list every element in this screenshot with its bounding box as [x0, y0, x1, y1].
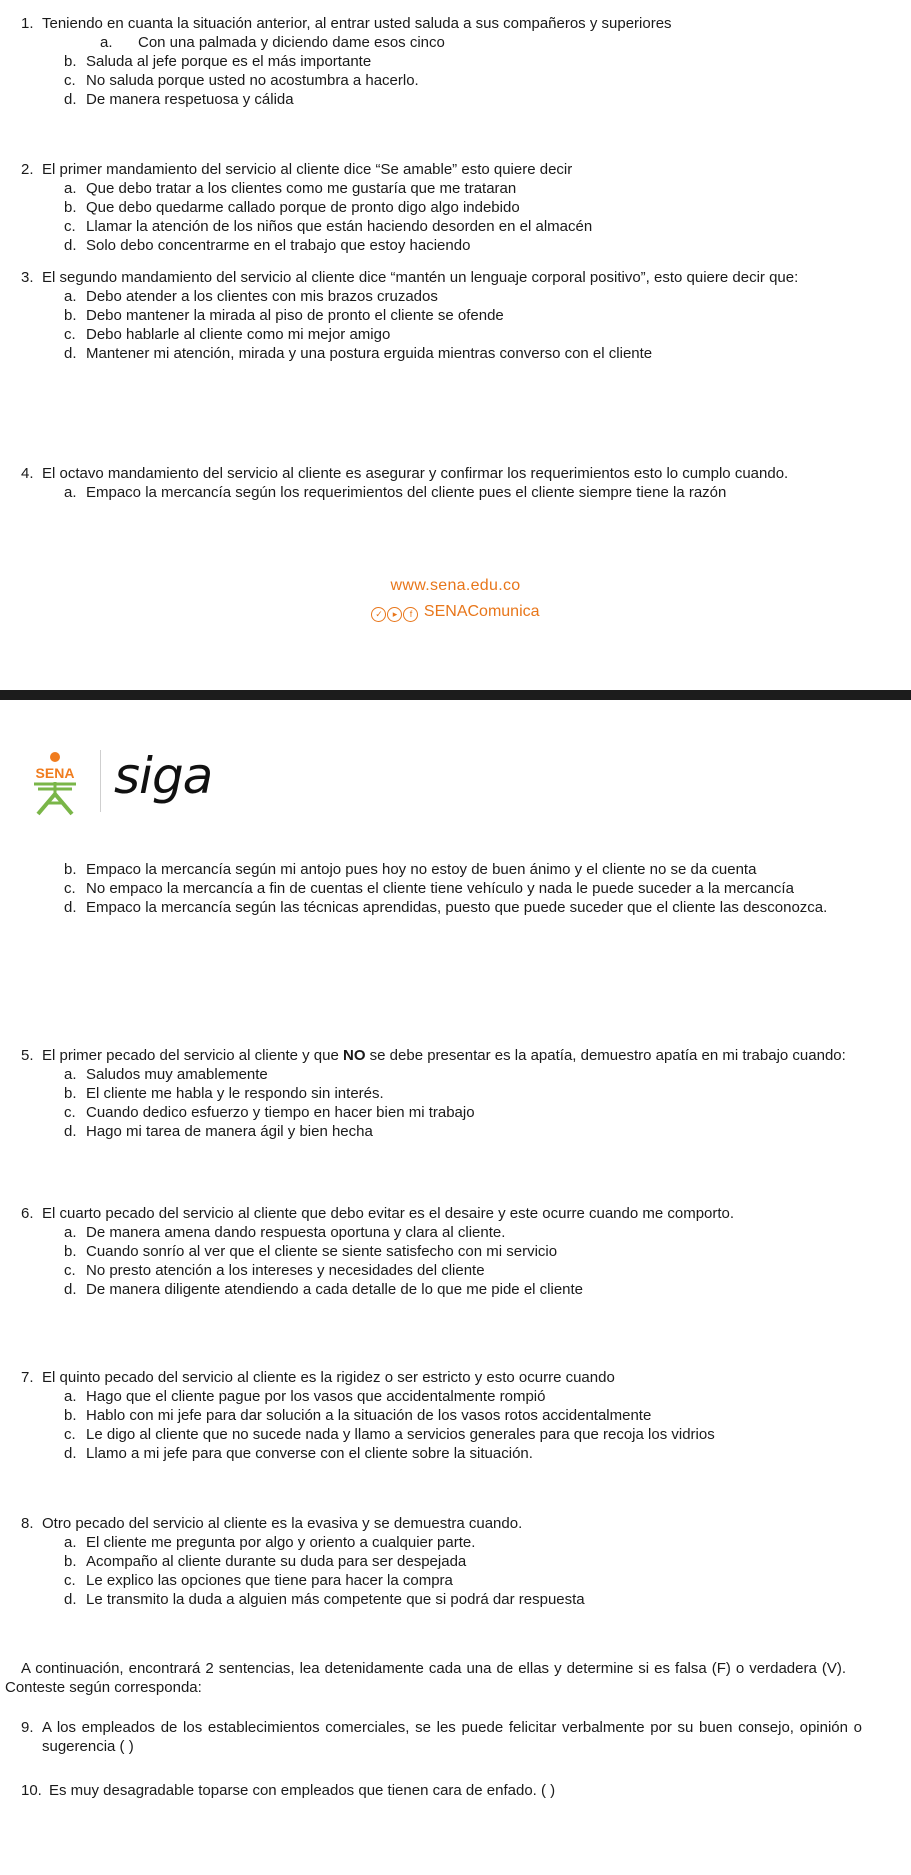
option-c: c. No saluda porque usted no acostumbra a hacerlo. — [64, 72, 419, 89]
option-b: b. Empaco la mercancía según mi antojo pues hoy no estoy de buen ánimo y el cliente no se da cuenta — [64, 861, 757, 878]
twitter-icon: ✓ — [371, 607, 386, 622]
option-c: c. Debo hablarle al cliente como mi mejor amigo — [64, 326, 391, 343]
option-c: c. Le explico las opciones que tiene para hacer la compra — [64, 1572, 453, 1589]
option-b: b. Saluda al jefe porque es el más importante — [64, 53, 372, 70]
question-4-continued — [0, 860, 911, 917]
logo-text: SENA — [35, 765, 75, 781]
footer-url[interactable]: www.sena.edu.co — [390, 577, 521, 594]
question-number: 2. — [21, 161, 34, 178]
question-4 — [0, 464, 911, 502]
facebook-icon: f — [403, 607, 418, 622]
question-number: 5. — [21, 1047, 34, 1064]
option-a: a. Debo atender a los clientes con mis brazos cruzados — [64, 288, 438, 305]
option-a: a. Empaco la mercancía según los requerimientos del cliente pues el cliente siempre tiene la razón — [64, 484, 727, 501]
social-handle: SENAComunica — [423, 603, 540, 620]
question-9 — [0, 1718, 911, 1756]
question-text: Teniendo en cuanta la situación anterior, al entrar usted saluda a sus compañeros y superiores — [42, 15, 672, 32]
question-1 — [0, 14, 911, 109]
option-a: a. Hago que el cliente pague por los vasos que accidentalmente rompió — [64, 1388, 546, 1405]
question-3 — [0, 268, 911, 363]
option-a: a. De manera amena dando respuesta oportuna y clara al cliente. — [64, 1224, 506, 1241]
question-text: El cuarto pecado del servicio al cliente que debo evitar es el desaire y este ocurre cuando me comporto. — [42, 1205, 735, 1222]
option-a: a. Con una palmada y diciendo dame esos cinco — [100, 34, 445, 51]
question-text: Otro pecado del servicio al cliente es la evasiva y se demuestra cuando. — [42, 1515, 523, 1532]
option-c: c. Cuando dedico esfuerzo y tiempo en hacer bien mi trabajo — [64, 1104, 475, 1121]
question-text: Es muy desagradable toparse con empleados que tienen cara de enfado. ( ) — [49, 1782, 556, 1799]
option-d: d. Solo debo concentrarme en el trabajo que estoy haciendo — [64, 237, 471, 254]
question-number: 9. — [21, 1719, 34, 1736]
sena-logo-icon — [20, 748, 90, 818]
question-number: 3. — [21, 269, 34, 286]
option-a: a. Que debo tratar a los clientes como me gustaría que me trataran — [64, 180, 517, 197]
option-d: d. De manera diligente atendiendo a cada detalle de lo que me pide el cliente — [64, 1281, 584, 1298]
question-number: 8. — [21, 1515, 34, 1532]
option-c: c. No presto atención a los intereses y necesidades del cliente — [64, 1262, 485, 1279]
question-10 — [0, 1781, 911, 1800]
question-6 — [0, 1204, 911, 1299]
page-divider — [0, 690, 911, 700]
option-d: d. Hago mi tarea de manera ágil y bien hecha — [64, 1123, 373, 1140]
question-text: A los empleados de los establecimientos comerciales, se les puede felicitar verbalmente por su buen consejo, opinión o sugerencia ( ) — [42, 1719, 862, 1755]
option-b: b. Debo mantener la mirada al piso de pronto el cliente se ofende — [64, 307, 504, 324]
option-b: b. El cliente me habla y le respondo sin interés. — [64, 1085, 384, 1102]
option-b: b. Hablo con mi jefe para dar solución a la situación de los vasos rotos accidentalmente — [64, 1407, 652, 1424]
option-a: a. Saludos muy amablemente — [64, 1066, 268, 1083]
question-text: El quinto pecado del servicio al cliente es la rigidez o ser estricto y esto ocurre cuando — [42, 1369, 615, 1386]
question-number: 10. — [21, 1782, 42, 1799]
brand-title: siga — [114, 747, 213, 805]
option-d: d. Llamo a mi jefe para que converse con el cliente sobre la situación. — [64, 1445, 533, 1462]
option-c: c. No empaco la mercancía a fin de cuentas el cliente tiene vehículo y nada le puede suceder a la mercancía — [64, 880, 794, 897]
option-d: d. Le transmito la duda a alguien más competente que si podrá dar respuesta — [64, 1591, 585, 1608]
option-b: b. Acompaño al cliente durante su duda para ser despejada — [64, 1553, 467, 1570]
option-c: c. Llamar la atención de los niños que están haciendo desorden en el almacén — [64, 218, 593, 235]
option-c: c. Le digo al cliente que no sucede nada y llamo a servicios generales para que recoja los vidrios — [64, 1426, 715, 1443]
option-a: a. El cliente me pregunta por algo y oriento a cualquier parte. — [64, 1534, 476, 1551]
question-text: El octavo mandamiento del servicio al cliente es asegurar y confirmar los requerimientos esto lo cumplo cuando. — [42, 465, 789, 482]
footer-social — [0, 602, 911, 622]
option-d: d. De manera respetuosa y cálida — [64, 91, 294, 108]
question-number: 7. — [21, 1369, 34, 1386]
question-7 — [0, 1368, 911, 1463]
question-text: El segundo mandamiento del servicio al cliente dice “mantén un lenguaje corporal positivo”, esto quiere decir que: — [42, 269, 799, 286]
option-b: b. Cuando sonrío al ver que el cliente se siente satisfecho con mi servicio — [64, 1243, 558, 1260]
option-d: d. Mantener mi atención, mirada y una postura erguida mientras converso con el cliente — [64, 345, 653, 362]
true-false-instructions: A continuación, encontrará 2 sentencias, lea detenidamente cada una de ellas y determine si es falsa (F) o verdadera (V). Conteste según corresponda: — [5, 1660, 846, 1696]
question-number: 6. — [21, 1205, 34, 1222]
question-number: 4. — [21, 465, 34, 482]
question-5: 5. El primer pecado del servicio al cliente y que NO se debe presentar es la apatía, demuestro apatía en mi trabajo cuando: a. Saludos muy amablemente b. El cliente me habla y le respondo sin interés. c. Cuando dedico esfuerzo y tiempo en hacer bien mi trabajo d. Hago mi tarea de manera ágil y bien hecha — [0, 1046, 911, 1141]
option-b: b. Que debo quedarme callado porque de pronto digo algo indebido — [64, 199, 520, 216]
emphasis-no: NO — [342, 1047, 366, 1064]
question-number: 1. — [21, 15, 34, 32]
question-2 — [0, 160, 911, 255]
option-d: d. Empaco la mercancía según las técnicas aprendidas, puesto que puede suceder que el cliente las desconozca. — [64, 899, 828, 916]
youtube-icon: ▸ — [387, 607, 402, 622]
logo-separator — [100, 750, 101, 812]
question-8 — [0, 1514, 911, 1609]
question-text: El primer mandamiento del servicio al cliente dice “Se amable” esto quiere decir — [42, 161, 573, 178]
